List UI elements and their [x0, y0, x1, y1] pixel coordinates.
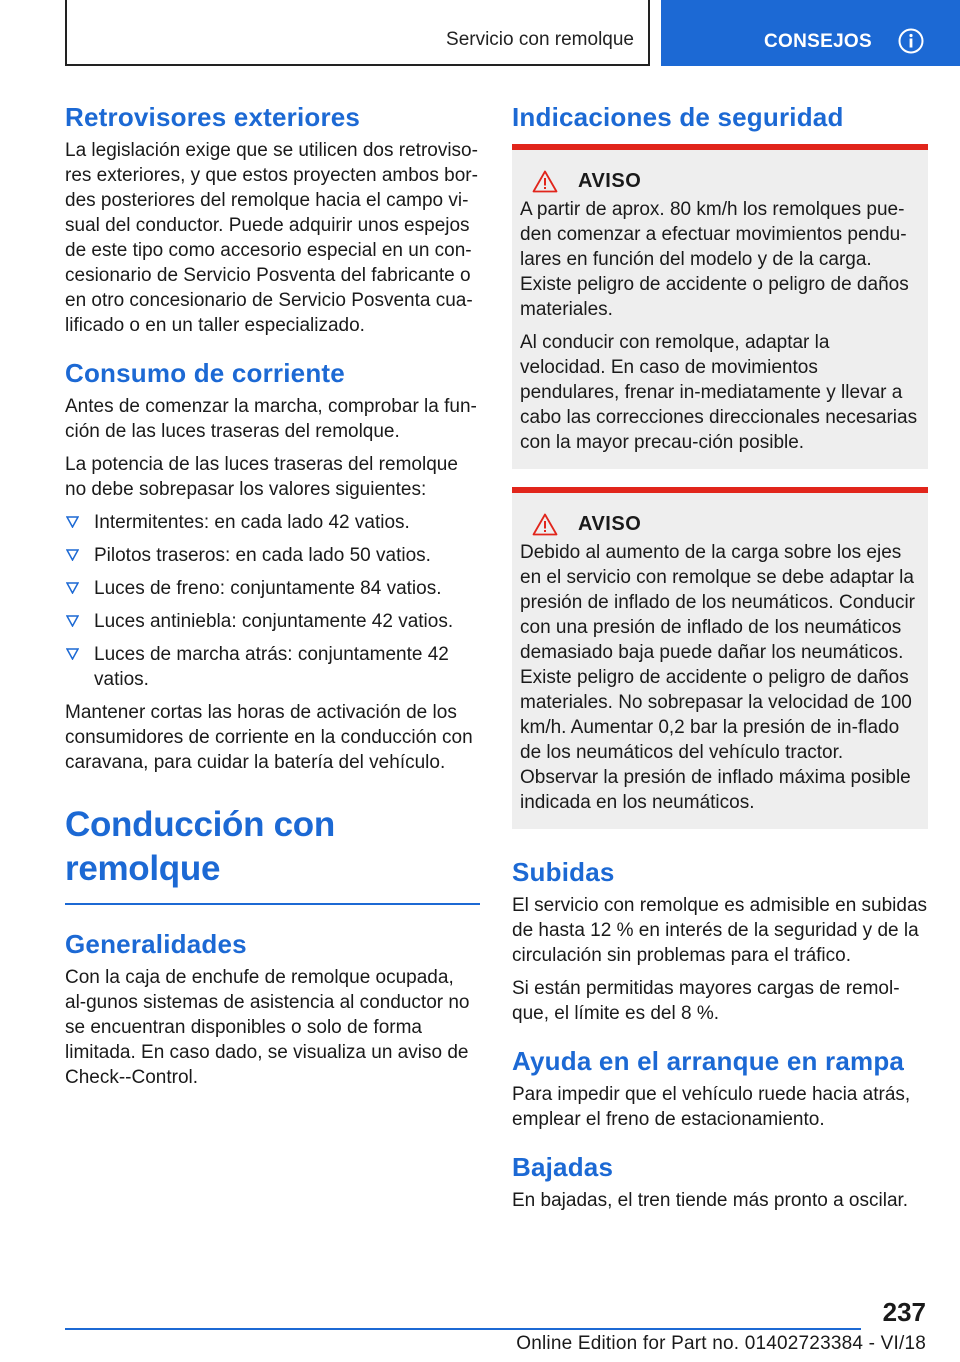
heading-safety-notes: Indicaciones de seguridad [512, 102, 844, 132]
list-item-text: Luces de freno: conjuntamente 84 vatios. [94, 578, 442, 599]
chapter-title: Conducción con remolque [65, 803, 480, 905]
list-item [65, 543, 480, 568]
header-section-title: Servicio con remolque [446, 29, 634, 50]
bullet-triangle-icon [66, 549, 79, 561]
header-title-frame [65, 0, 650, 66]
warning-box-1 [512, 144, 928, 469]
footer-edition: Online Edition for Part no. 01402723384 - VI/18 [516, 1333, 926, 1354]
bullet-triangle-icon [66, 582, 79, 594]
heading-power-consumption: Consumo de corriente [65, 358, 345, 388]
page-header [0, 0, 960, 66]
hill-start-body: Para impedir que el vehículo ruede hacia atrás, emplear el freno de estacionamiento. [512, 1084, 911, 1130]
rearview-body: La legislación exige que se utilicen dos retroviso-res exteriores, y que estos proyecten ambos bor-des posteriores del remolque hacia el campo vi-sual del conductor. Puede adquirir unos espejos de este tipo como accesorio especial en un con-cesionario de Servicio Posventa del fabricante o en otro concesionario de Servicio Posventa cua-lificado o en un taller especializado. [65, 140, 478, 336]
general-body: Con la caja de enchufe de remolque ocupada, al-gunos sistemas de asistencia al conductor no se encuentran disponibles o solo de forma limitada. En caso dado, se visualiza un aviso de Check--Control. [65, 967, 470, 1088]
list-item [65, 576, 480, 601]
list-item [65, 609, 480, 634]
warning-header [520, 170, 920, 193]
power-limits-list [65, 510, 480, 692]
tab-consejos[interactable] [661, 0, 960, 66]
right-column [512, 100, 928, 1221]
warning-1-paragraph-1: A partir de aprox. 80 km/h los remolques pue-den comenzar a efectuar movimientos pendu-lares en función del modelo y de la carga. Existe peligro de accidente o peligro de daños materiales. [520, 199, 909, 320]
warning-triangle-icon [532, 170, 558, 193]
warning-box-2 [512, 487, 928, 829]
footer-divider [65, 1328, 861, 1330]
warning-2-paragraph-1: Debido al aumento de la carga sobre los ejes en el servicio con remolque se debe adaptar la presión de inflado de los neumáticos. Conducir con una presión de inflado de los neumáticos demasiado baja puede dañar los neumáticos. Existe peligro de accidente o peligro de daños materiales. No sobrepasar la velocidad de 100 km/h. Aumentar 0,2 bar la presión de in-flado de los neumáticos del vehículo tractor. Observar la presión de inflado máxima posible indicada en los neumáticos. [520, 542, 916, 813]
power-paragraph-3: Mantener cortas las horas de activación de los consumidores de corriente en la conducción con caravana, para cuidar la batería del vehículo. [65, 702, 473, 773]
heading-descents: Bajadas [512, 1152, 614, 1182]
page-number: 237 [882, 1297, 926, 1327]
left-column [65, 100, 480, 1098]
heading-hill-start-assist: Ayuda en el arranque en rampa [512, 1046, 905, 1076]
info-icon [898, 28, 924, 54]
power-paragraph-1: Antes de comenzar la marcha, comprobar la fun-ción de las luces traseras del remolque. [65, 396, 477, 442]
warning-title: AVISO [578, 170, 642, 192]
list-item-text: Intermitentes: en cada lado 42 vatios. [94, 512, 410, 533]
list-item-text: Pilotos traseros: en cada lado 50 vatios. [94, 545, 431, 566]
descents-body: En bajadas, el tren tiende más pronto a oscilar. [512, 1190, 909, 1211]
warning-title: AVISO [578, 513, 642, 535]
warning-header [520, 513, 920, 536]
heading-rearview-mirrors: Retrovisores exteriores [65, 102, 361, 132]
power-paragraph-2: La potencia de las luces traseras del remolque no debe sobrepasar los valores siguientes: [65, 454, 458, 500]
list-item [65, 510, 480, 535]
bullet-triangle-icon [66, 615, 79, 627]
bullet-triangle-icon [66, 648, 79, 660]
list-item [65, 642, 480, 692]
heading-general: Generalidades [65, 929, 247, 959]
climbs-paragraph-1: El servicio con remolque es admisible en subidas de hasta 12 % en interés de la seguridad y de la circulación sin problemas para el tráfico. [512, 895, 928, 966]
warning-1-paragraph-2: Al conducir con remolque, adaptar la velocidad. En caso de movimientos pendulares, frenar in-mediatamente y llevar a cabo las correcciones direccionales necesarias con la mayor precau-ción posible. [520, 332, 918, 453]
list-item-text: Luces antiniebla: conjuntamente 42 vatios. [94, 611, 454, 632]
list-item-text: Luces de marcha atrás: conjuntamente 42 vatios. [94, 644, 449, 690]
warning-triangle-icon [532, 513, 558, 536]
tab-consejos-label: CONSEJOS [764, 31, 872, 52]
bullet-triangle-icon [66, 516, 79, 528]
heading-climbs: Subidas [512, 857, 615, 887]
climbs-paragraph-2: Si están permitidas mayores cargas de remol-que, el límite es del 8 %. [512, 978, 900, 1024]
